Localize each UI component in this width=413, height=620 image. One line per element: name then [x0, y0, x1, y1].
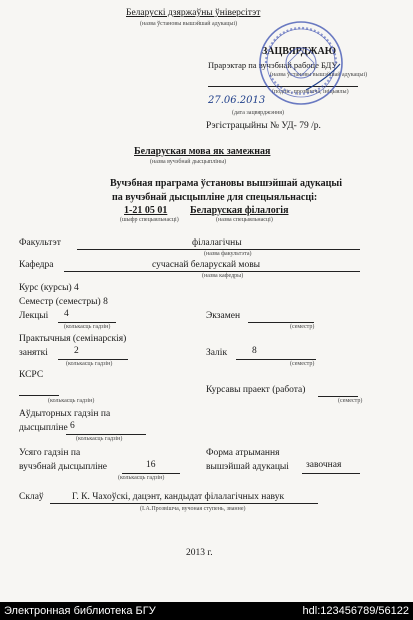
practical-value: 2	[74, 346, 79, 356]
project-line	[318, 396, 358, 397]
faculty-label: Факультэт	[19, 238, 61, 248]
author-line	[50, 503, 318, 504]
practical-line	[58, 359, 128, 360]
project-label: Курсавы праект (работа)	[206, 385, 306, 395]
approve-line: Прарэктар па вучэбнай рабоце БДУ	[208, 60, 338, 70]
practical-label: Практычныя (семінарскія)	[19, 334, 127, 344]
classroom-caption: (колькасць гадзін)	[76, 436, 123, 442]
speciality-code-caption: (шыфр спецыяльнасці)	[120, 217, 179, 223]
exam-caption: (семестр)	[290, 324, 315, 330]
chair-value: сучаснай беларускай мовы	[152, 260, 261, 270]
total-label: Усяго гадзін па	[19, 448, 81, 458]
credit-label: Залік	[206, 348, 228, 358]
lectures-caption: (колькасць гадзін)	[64, 324, 111, 330]
total-caption: (колькасць гадзін)	[118, 475, 165, 481]
program-title-line1: Вучэбная праграма ўстановы вышэйшай адукацыі	[110, 178, 342, 189]
credit-caption: (семестр)	[290, 361, 315, 367]
ksrs-label: КСРС	[19, 370, 44, 380]
university-caption: (назва ўстановы вышэйшай адукацыі)	[140, 21, 238, 27]
chair-line	[64, 271, 360, 272]
project-caption: (семестр)	[338, 398, 363, 404]
total-line	[122, 473, 180, 474]
library-footer	[0, 602, 413, 620]
classroom-label-2: дысцыпліне	[19, 423, 68, 433]
footer-handle: hdl:123456789/56122	[302, 605, 409, 617]
faculty-value: філалагічны	[192, 238, 242, 248]
classroom-value: 6	[70, 421, 75, 431]
speciality-name-caption: (назва спецыяльнасці)	[216, 217, 273, 223]
speciality-name: Беларуская філалогія	[190, 205, 289, 216]
total-value: 16	[146, 460, 156, 470]
author-label: Склаў	[19, 492, 44, 502]
lectures-line	[58, 322, 116, 323]
university-name: Беларускі дзяржаўны ўніверсітэт	[126, 8, 261, 18]
approve-caption: (назва ўстановы вышэйшай адукацыі)	[270, 72, 368, 78]
year: 2013 г.	[186, 548, 213, 558]
signature-caption: (подпіс, прозвішча, ініцыялы)	[272, 89, 349, 95]
form-label: Форма атрымання	[206, 448, 280, 458]
exam-label: Экзамен	[206, 311, 241, 321]
form-value: завочная	[306, 460, 342, 470]
footer-library-name: Электронная библиотека БГУ	[4, 605, 156, 617]
chair-label: Кафедра	[19, 260, 54, 270]
ksrs-line	[19, 395, 59, 396]
approve-heading: ЗАЦВЯРДЖАЮ	[262, 46, 336, 57]
faculty-line	[77, 249, 360, 250]
total-label-2: вучэбнай дысцыпліне	[19, 462, 108, 472]
chair-caption: (назва кафедры)	[202, 273, 244, 279]
discipline-name: Беларуская мова як замежная	[134, 146, 271, 157]
lectures-label: Лекцыі	[19, 311, 49, 321]
author-value: Г. К. Чахоўскі, дацэнт, кандыдат філалагічных навук	[72, 492, 285, 502]
author-caption: (І.А.Прозвішча, вучоная ступень, званне)	[140, 506, 246, 512]
registration-number: Рэгістрацыйны № УД- 79 /р.	[206, 121, 321, 131]
form-line	[302, 473, 360, 474]
speciality-code: 1-21 05 01	[124, 205, 168, 216]
seal-stamp-icon	[258, 20, 344, 106]
practical-caption: (колькасць гадзін)	[66, 361, 113, 367]
classroom-label: Аўдыторных гадзін па	[19, 409, 111, 419]
lectures-value: 4	[64, 309, 69, 319]
course: Курс (курсы) 4	[19, 283, 79, 293]
credit-value: 8	[252, 346, 257, 356]
discipline-caption: (назва вучэбнай дысцыпліны)	[150, 159, 227, 165]
faculty-caption: (назва факультэта)	[204, 251, 252, 257]
date-caption: (дата зацвярджэння)	[232, 110, 285, 116]
practical-label-2: заняткі	[19, 348, 48, 358]
form-label-2: вышэйшай адукацыі	[206, 462, 289, 472]
approval-date: 27.06.2013	[208, 95, 266, 106]
ksrs-caption: (колькасць гадзін)	[48, 398, 95, 404]
credit-line	[236, 359, 316, 360]
program-title-line2: па вучэбнай дысцыпліне для спецыяльнасці:	[112, 192, 318, 203]
exam-line	[248, 322, 314, 323]
classroom-line	[66, 434, 146, 435]
semester: Семестр (семестры) 8	[19, 297, 108, 307]
